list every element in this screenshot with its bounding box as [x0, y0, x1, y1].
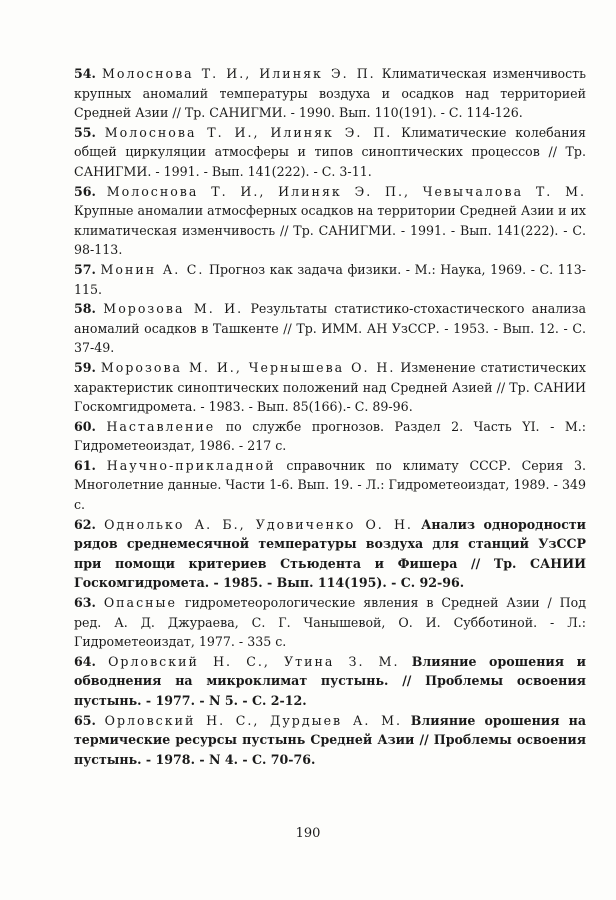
reference-authors: Опасные	[103, 595, 177, 611]
reference-text: Крупные аномалии атмосферных осадков на территории Средней Азии и их климатическая изменчивость // Тр. САНИГМИ. - 1991. - Вып. 141(222). - С. 98-113.	[74, 203, 586, 258]
reference-item-57	[74, 260, 586, 299]
reference-text: Климатические колебания общей циркуляции атмосферы и типов синоптических процессов // Тр. САНИГМИ. - 1991. - Вып. 141(222). - С. 3-11.	[74, 124, 586, 179]
reference-number: 58.	[74, 301, 96, 317]
reference-item-65	[74, 711, 586, 770]
reference-number: 61.	[74, 457, 96, 473]
reference-authors: Морозова М. И.	[103, 301, 244, 317]
reference-text: Результаты статистико-стохастического анализа аномалий осадков в Ташкенте // Тр. ИММ. АН УзССР. - 1953. - Вып. 12. - С. 37-49.	[74, 301, 586, 356]
reference-authors: Морозова М. И., Чернышева О. Н.	[100, 359, 396, 375]
reference-number: 65.	[74, 712, 96, 728]
reference-item-62	[74, 515, 586, 593]
reference-authors: Однолько А. Б., Удовиченко О. Н.	[104, 516, 413, 532]
reference-text: Изменение статистических характеристик синоптических положений над Средней Азией // Тр. САНИИ Госкомгидромета. - 1983. - Вып. 85(166).- С. 89-96.	[74, 359, 586, 415]
reference-item-55	[74, 123, 586, 182]
reference-number: 63.	[74, 595, 96, 611]
reference-authors: Молоснова Т. И., Илиняк Э. П.	[102, 66, 376, 81]
reference-item-54	[74, 64, 586, 123]
reference-text: гидрометеорологические явления в Средней Азии / Под ред. А. Д. Джураева, С. Г. Чанышевой, О. И. Субботиной. - Л.: Гидрометеоиздат, 1977. - 335 с.	[74, 595, 586, 650]
reference-list	[74, 64, 586, 769]
reference-text: Прогноз как задача физики. - М.: Наука, 1969. - С. 113-115.	[74, 261, 586, 297]
reference-item-59	[74, 358, 586, 417]
reference-item-56	[74, 182, 586, 260]
reference-text: Влияние орошения на термические ресурсы пустынь Средней Азии // Проблемы освоения пустынь. - 1978. - N 4. - С. 70-76.	[74, 712, 586, 767]
reference-text: по службе прогнозов. Раздел 2. Часть YI. - М.: Гидрометеоиздат, 1986. - 217 с.	[74, 418, 586, 454]
reference-text: Влияние орошения и обводнения на микроклимат пустынь. // Проблемы освоения пустынь. - 1977. - N 5. - С. 2-12.	[74, 653, 586, 708]
reference-item-60	[74, 417, 586, 456]
reference-text: Климатическая изменчивость крупных аномалий температуры воздуха и осадков над территорией Средней Азии // Тр. САНИГМИ. - 1990. Вып. 110(191). - С. 114-126.	[74, 66, 586, 121]
reference-number: 64.	[74, 653, 96, 669]
reference-authors: Наставление	[106, 418, 216, 434]
page-number: 190	[295, 826, 321, 841]
reference-text: справочник по климату СССР. Серия 3. Многолетние данные. Части 1-6. Вып. 19. - Л.: Гидрометеоиздат, 1989. - 349 с.	[74, 457, 586, 513]
reference-text: Анализ однородности рядов среднемесячной температуры воздуха для станций УзССР при помощи критериев Стьюдента и Фишера // Тр. САНИИ Госкомгидромета. - 1985. - Вып. 114(195). - С. 92-96.	[74, 516, 587, 591]
reference-number: 55.	[74, 124, 96, 140]
reference-number: 62.	[74, 516, 96, 532]
reference-number: 56.	[74, 183, 96, 199]
reference-number: 57.	[74, 261, 96, 277]
reference-item-63	[74, 593, 586, 652]
reference-number: 54.	[74, 66, 96, 81]
reference-item-64	[74, 652, 586, 711]
reference-number: 59.	[74, 359, 96, 375]
reference-authors: Научно-прикладной	[106, 457, 276, 473]
reference-item-58	[74, 299, 586, 358]
reference-authors: Молоснова Т. И., Илиняк Э. П.	[104, 124, 393, 140]
reference-authors: Орловский Н. С., Утина З. М.	[108, 653, 400, 669]
reference-authors: Орловский Н. С., Дурдыев А. М.	[104, 712, 402, 728]
reference-authors: Монин А. С.	[100, 261, 205, 277]
reference-authors: Молоснова Т. И., Илиняк Э. П., Чевычалова Т. М.	[106, 183, 586, 199]
reference-number: 60.	[74, 418, 96, 434]
reference-item-61	[74, 456, 586, 515]
